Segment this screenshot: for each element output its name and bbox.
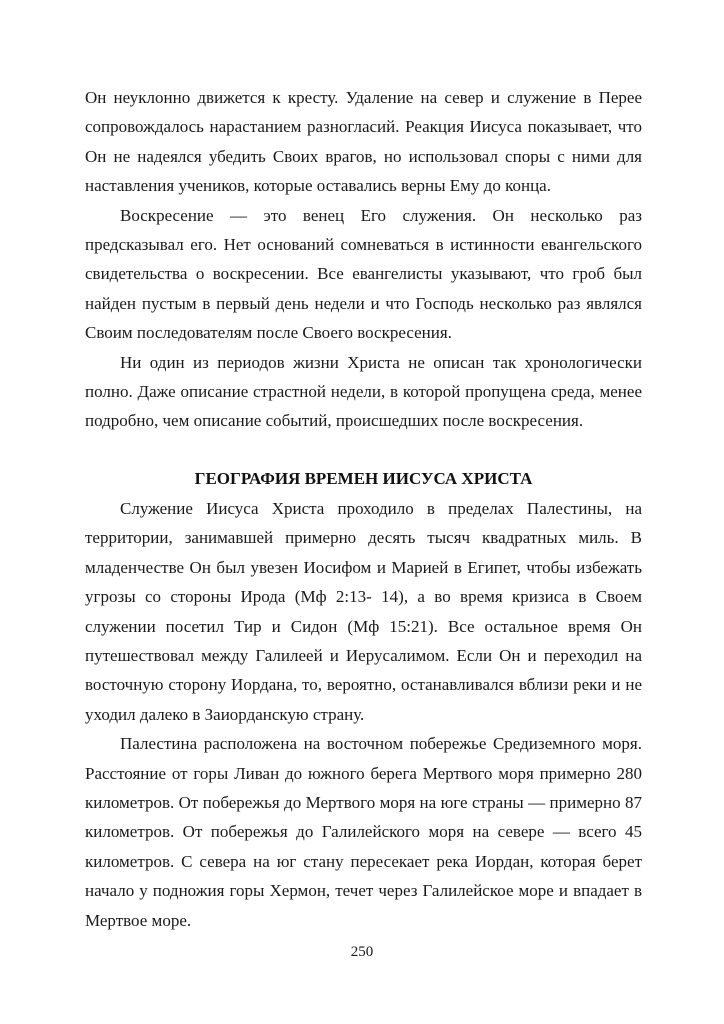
section-heading: ГЕОГРАФИЯ ВРЕМЕН ИИСУСА ХРИСТА bbox=[194, 469, 533, 488]
paragraph-1: Он неуклонно движется к кресту. Удаление на север и служение в Перее сопровождалось нарастанием разногласий. Реакция Иисуса показывает, что Он не надеялся убедить Своих врагов, но использовал споры с ними для наставления учеников, которые оставались верны Ему до конца. bbox=[85, 88, 642, 196]
body-text-top bbox=[85, 83, 642, 436]
body-text-bottom bbox=[85, 494, 642, 935]
page-number: 250 bbox=[350, 944, 374, 960]
paragraph-3: Ни один из периодов жизни Христа не описан так хронологически полно. Даже описание страстной недели, в которой пропущена среда, менее подробно, чем описание событий, происшедших после воскресения. bbox=[85, 352, 642, 431]
paragraph-5: Палестина расположена на восточном побережье Средиземного моря. Расстояние от горы Ливан до южного берега Мертвого моря примерно 280 километров. От побережья до Мертвого моря на юге страны — примерно 87 километров. От побережья до Галилейского моря на севере — всего 45 километров. С севера на юг стану пересекает река Иордан, которая берет начало у подножия горы Хермон, течет через Галилейское море и впадает в Мертвое море. bbox=[85, 734, 642, 930]
paragraph-2: Воскресение — это венец Его служения. Он несколько раз предсказывал его. Нет оснований сомневаться в истинности евангельского свидетельства о воскресении. Все евангелисты указывают, что гроб был найден пустым в первый день недели и что Господь несколько раз являлся Своим последователям после Своего воскресения. bbox=[85, 205, 642, 343]
paragraph-4: Служение Иисуса Христа проходило в пределах Палестины, на территории, занимавшей примерно десять тысяч квадратных миль. В младенчестве Он был увезен Иосифом и Марией в Египет, чтобы избежать угрозы со стороны Ирода (Мф 2:13- 14), а во время кризиса в Своем служении посетил Тир и Сидон (Мф 15:21). Все остальное время Он путешествовал между Галилеей и Иерусалимом. Если Он и переходил на восточную сторону Иордана, то, вероятно, останавливался вблизи реки и не уходил далеко в Заиорданскую страну. bbox=[85, 499, 642, 724]
